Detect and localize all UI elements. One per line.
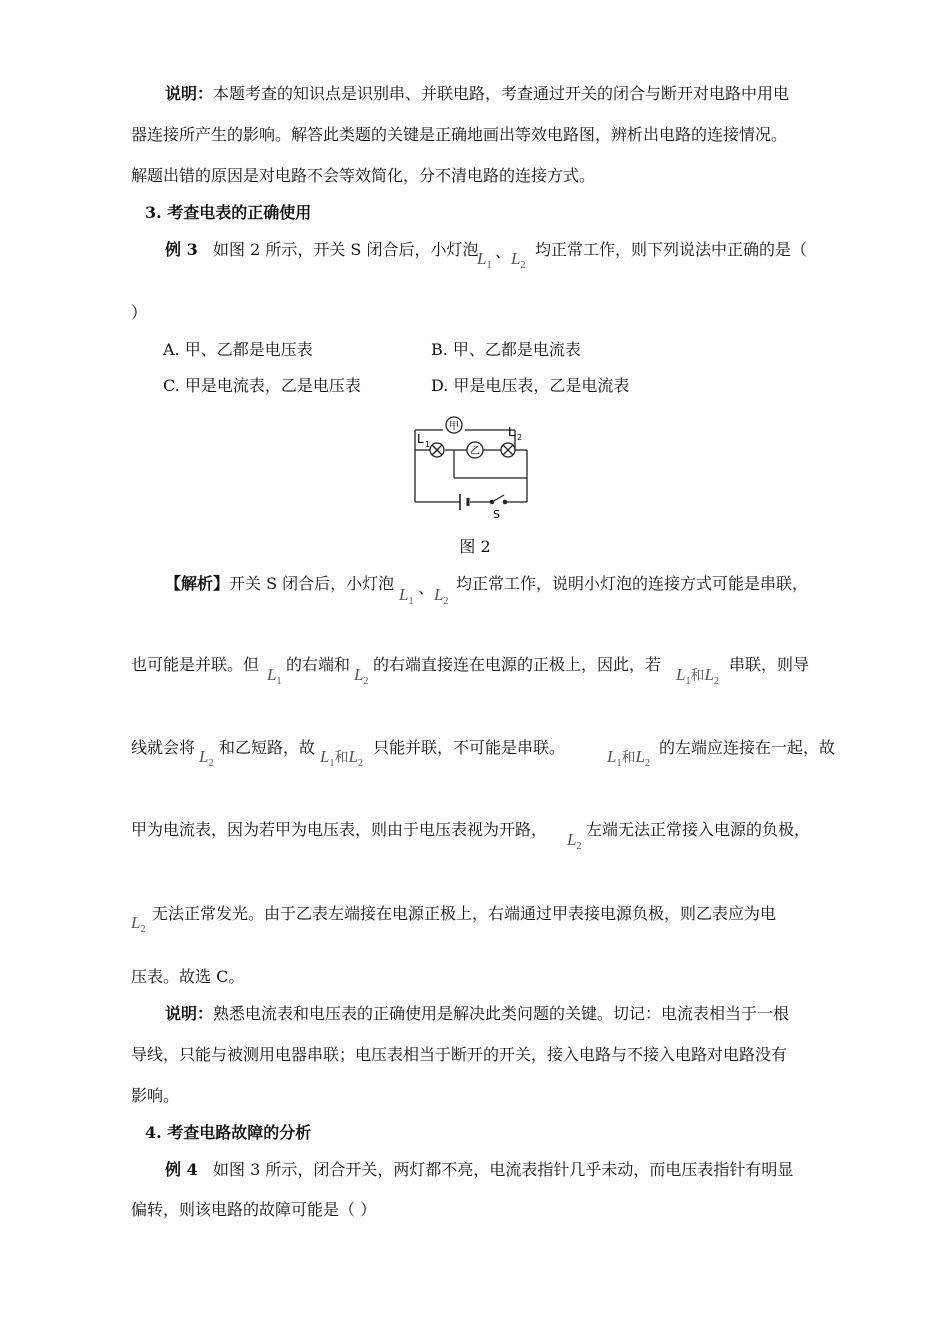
note2-line1: 说明：熟悉电流表和电压表的正确使用是解决此类问题的关键。切记：电流表相当于一根 <box>165 1004 790 1023</box>
example3-label: 例 3 <box>165 240 198 259</box>
option-c: C. 甲是电流表，乙是电压表 <box>163 376 361 395</box>
var-L2: $L_2$ <box>511 249 526 271</box>
analysis-line2b: 的右端和 <box>286 655 351 674</box>
example4-line2: 偏转，则该电路的故障可能是（ ） <box>131 1200 377 1219</box>
var-L2: $L_2$ <box>434 585 449 607</box>
analysis-line3c: 只能并联，不可能是串联。 <box>373 738 566 757</box>
analysis-line1-rest: 均正常工作，说明小灯泡的连接方式可能是串联， <box>456 574 809 593</box>
section4-heading: 4. 考查电路故障的分析 <box>145 1123 312 1142</box>
var-L2: $L_2$ <box>354 665 369 687</box>
analysis-line6: 压表。故选 C。 <box>131 967 245 986</box>
var-L1: $L_1$ <box>399 585 414 607</box>
option-a: A. 甲、乙都是电压表 <box>163 340 313 359</box>
analysis-sep: 、 <box>418 578 435 597</box>
lamp1-label: L <box>417 432 424 446</box>
note2-line2: 导线，只能与被测用电器串联；电压表相当于断开的开关，接入电路与不接入电路对电路没有 <box>131 1045 788 1064</box>
note1-label: 说明： <box>165 84 214 103</box>
analysis-line3a: 线就会将 <box>131 738 196 757</box>
example4-line1: 例 4 如图 3 所示，闭合开关，两灯都不亮，电流表指针几乎未动，而电压表指针有明显 <box>165 1160 794 1179</box>
lamp1-sub: 1 <box>425 440 431 449</box>
option-d: D. 甲是电压表，乙是电流表 <box>431 376 630 395</box>
analysis-line4b: 左端无法正常接入电源的负极， <box>586 820 811 839</box>
lamp2-label: L <box>508 425 515 439</box>
analysis-line3d: 的左端应连接在一起，故 <box>659 738 836 757</box>
analysis-line1: 【解析】开关 S 闭合后，小灯泡 <box>165 574 395 593</box>
analysis-line4a: 甲为电流表，因为若甲为电压表，则由于电压表视为开路， <box>131 820 548 839</box>
var-L2: $L_2$ <box>567 830 582 852</box>
var-L2: $L_2$ <box>199 747 214 769</box>
var-L1: $L_1$ <box>477 249 492 271</box>
analysis-line2c: 的右端直接连在电源的正极上，因此，若 <box>373 655 662 674</box>
note1-line2: 器连接所产生的影响。解答此类题的关键是正确地画出等效电路图，辨析出电路的连接情况。 <box>131 125 788 144</box>
var-L1-and-L2: $L_1$和$L_2$ <box>676 665 719 687</box>
var-L1-and-L2: $L_1$和$L_2$ <box>320 747 363 769</box>
var-L1-and-L2: $L_1$和$L_2$ <box>607 747 650 769</box>
example3-sep: 、 <box>495 242 512 261</box>
note2-label: 说明： <box>165 1004 214 1023</box>
note2-line3: 影响。 <box>131 1086 180 1105</box>
switch-label: S <box>493 508 500 521</box>
var-L1: $L_1$ <box>267 665 282 687</box>
analysis-line2a: 也可能是并联。但 <box>131 655 260 674</box>
analysis-line5: 无法正常发光。由于乙表左端接在电源正极上，右端通过甲表接电源负极，则乙表应为电 <box>152 904 777 923</box>
lamp2-sub: 2 <box>517 433 523 442</box>
var-L2: $L_2$ <box>131 913 146 935</box>
analysis-line2d: 串联，则导 <box>729 655 810 674</box>
section3-heading: 3. 考查电表的正确使用 <box>145 203 312 222</box>
option-b: B. 甲、乙都是电流表 <box>431 340 581 359</box>
analysis-line3b: 和乙短路，故 <box>219 738 316 757</box>
note1-line3: 解题出错的原因是对电路不会等效简化，分不清电路的连接方式。 <box>131 166 596 185</box>
meter-jia-label: 甲 <box>449 421 459 432</box>
circuit-diagram <box>405 410 535 522</box>
meter-yi-label: 乙 <box>470 446 480 457</box>
example3-line1-rest: 均正常工作，则下列说法中正确的是（ <box>535 240 808 259</box>
analysis-label: 【解析】 <box>165 574 230 593</box>
example3-close-paren: ） <box>131 303 148 322</box>
example4-label: 例 4 <box>165 1160 198 1179</box>
note1-line1: 说明：本题考查的知识点是识别串、并联电路，考查通过开关的闭合与断开对电路中用电 <box>165 84 790 103</box>
example3-line1: 例 3 如图 2 所示，开关 S 闭合后，小灯泡 <box>165 240 479 259</box>
figure2-caption: 图 2 <box>459 537 491 556</box>
